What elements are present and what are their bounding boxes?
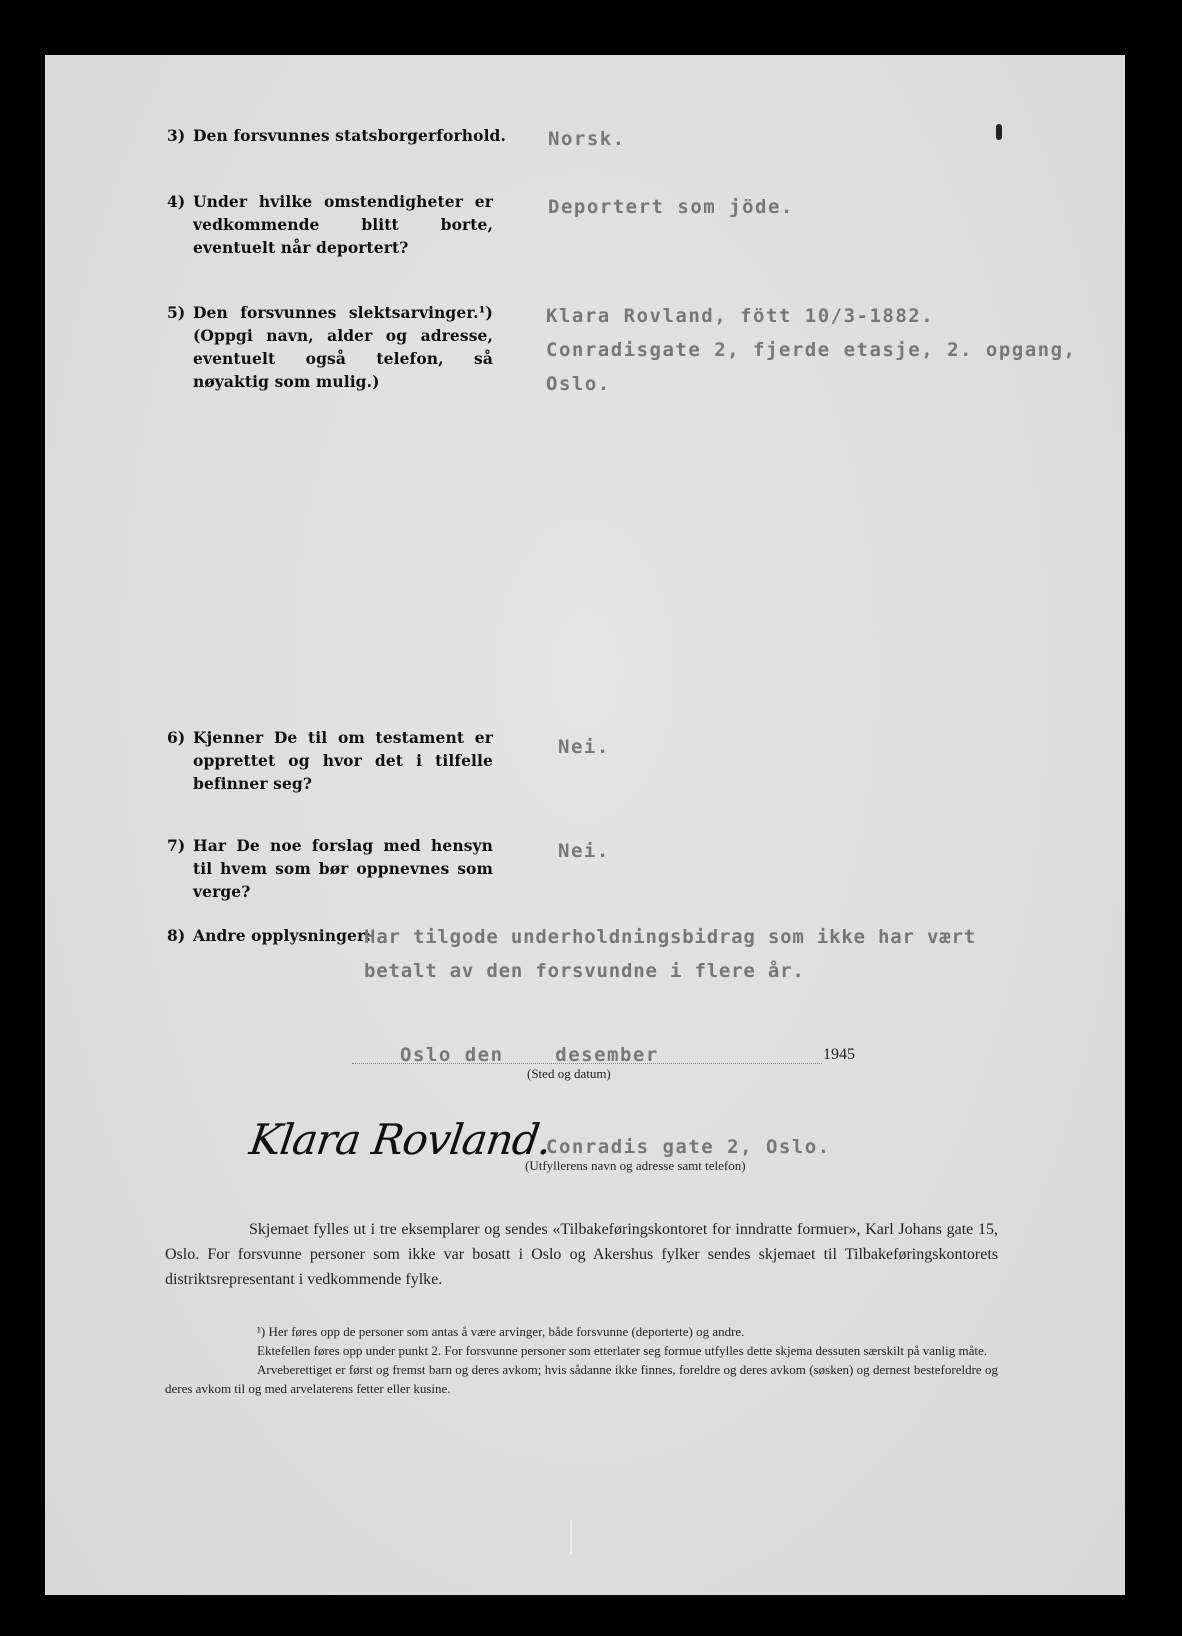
question-number: 4) [167,192,186,211]
handwritten-signature: Klara Rovland. [246,1115,555,1164]
question-3 [167,124,506,148]
answer-8-line-2: betalt av den forsvundne i flere år. [364,960,805,982]
question-5 [167,301,495,397]
question-text: Andre opplysninger: [193,926,372,945]
question-6 [167,726,495,798]
date-caption: (Sted og datum) [527,1066,611,1081]
place-date: Oslo den desember [400,1044,659,1066]
question-text: Den forsvunnes slektsarvinger.¹) (Oppgi navn, alder og adresse, eventuelt også telefon, så nøyaktig som mulig.) [193,303,493,391]
scan-mark [570,1520,572,1554]
date-year: 1945 [823,1046,855,1063]
answer-6: Nei. [558,736,610,758]
question-number: 3) [167,126,186,145]
answer-7: Nei. [558,840,610,862]
answer-5-line-1: Klara Rovland, fött 10/3-1882. [546,305,935,327]
answer-5-line-2: Conradisgate 2, fjerde etasje, 2. opgang, [546,339,1077,361]
question-number: 8) [167,926,186,945]
question-number: 6) [167,728,186,747]
signature-address: Conradis gate 2, Oslo. [546,1136,831,1158]
answer-5-line-3: Oslo. [546,373,611,395]
answer-8-line-1: Har tilgode underholdningsbidrag som ikke har vært [364,926,976,948]
signature-caption: (Utfyllerens navn og adresse samt telefon) [525,1158,746,1173]
answer-3: Norsk. [548,128,626,150]
instructions-paragraph [165,1217,998,1292]
question-4 [167,190,495,262]
question-text: Den forsvunnes statsborgerforhold. [193,126,506,145]
answer-4: Deportert som jöde. [548,196,794,218]
footnote-1: ¹) Her føres opp de personer som antas å være arvinger, både forsvunne (deporterte) og andre. [257,1324,745,1339]
scan-mark [996,124,1002,140]
footnote-2: Ektefellen føres opp under punkt 2. For forsvunne personer som etterlater seg formue utfylles dette skjema dessuten særskilt på vanlig måte. [257,1343,987,1358]
footnotes [165,1322,998,1398]
instructions-text: Skjemaet fylles ut i tre eksemplarer og sendes «Tilbakeføringskontoret for inndratte formuer», Karl Johans gate 15, Oslo. For forsvunne personer som ikke var bosatt i Oslo og Akershus fylker sendes skjemaet til Tilbakeføringskontorets distriktsrepresentant i vedkommende fylke. [165,1221,998,1288]
question-text: Kjenner De til om testament er opprettet og hvor det i tilfelle befinner seg? [193,728,493,793]
question-text: Har De noe forslag med hensyn til hvem som bør oppnevnes som verge? [193,836,493,901]
question-text: Under hvilke omstendigheter er vedkommende blitt borte, eventuelt når deportert? [193,192,493,257]
question-number: 5) [167,303,186,322]
footnote-3: Arveberettiget er først og fremst barn og deres avkom; hvis sådanne ikke finnes, foreldre og deres avkom (søsken) og dernest besteforeldre og deres avkom til og med arvelaterens fetter eller kusine. [165,1362,998,1396]
question-number: 7) [167,836,186,855]
question-8 [167,924,372,948]
question-7 [167,834,495,901]
